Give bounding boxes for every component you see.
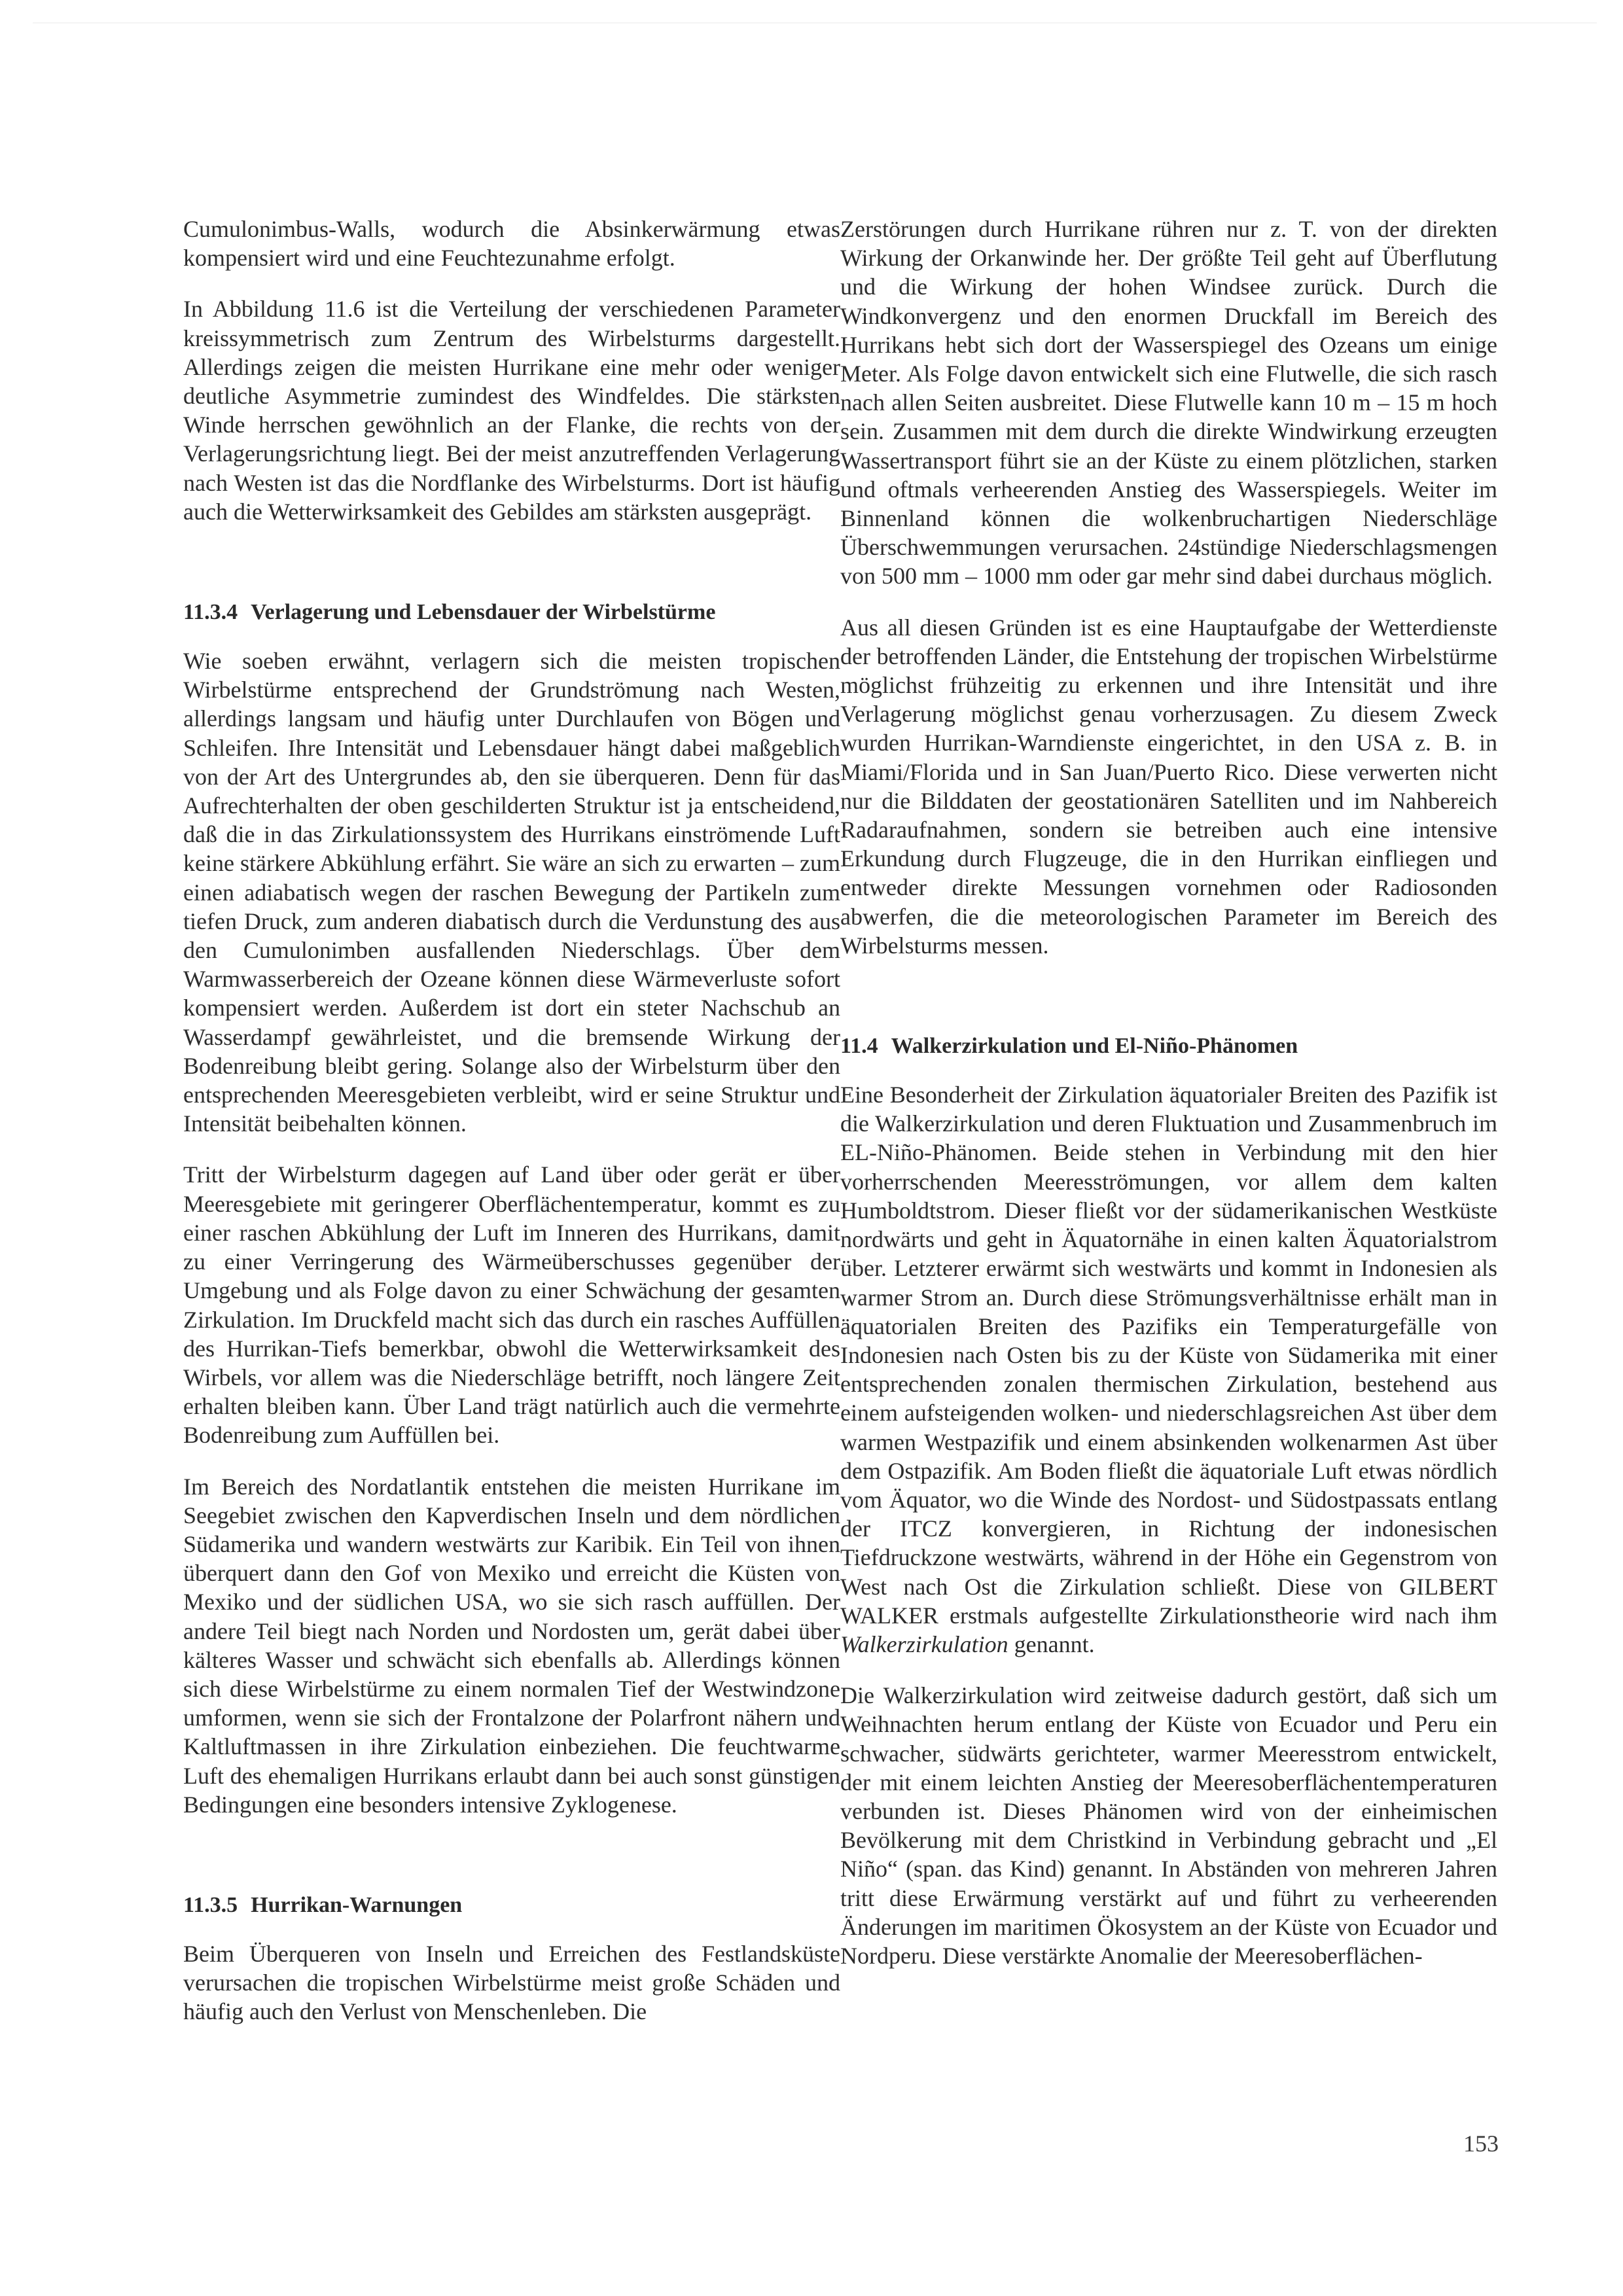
page-number: 153 (1463, 2130, 1499, 2157)
paragraph: Beim Überqueren von Inseln und Erreichen des Festlandsküste verursachen die tropischen Wirbelstürme meist große Schäden und häufig auch den Verlust von Menschenleben. Die (183, 1940, 840, 2025)
paragraph: Die Walkerzirkulation wird zeitweise dadurch gestört, daß sich um Weihnachten herum entlang der Küste von Ecuador und Peru ein schwacher, südwärts gerichteter, warmer Meeresstrom entwickelt, der mit einem leichten Anstieg der Meeresoberflächentemperaturen verbunden ist. Dieses Phänomen wird von der einheimischen Bevölkerung mit dem Christkind in Verbindung gebracht und „El Niño“ (span. das Kind) genannt. In Abständen von mehreren Jahren tritt diese Erwärmung verstärkt auf und führt zu verheerenden Änderungen im maritimen Ökosystem an der Küste von Ecuador und Nordperu. Diese verstärkte Anomalie der Meeresoberflächen- (840, 1682, 1497, 1969)
paragraph: Tritt der Wirbelsturm dagegen auf Land über oder gerät er über Meeresgebiete mit geringerer Oberflächentemperatur, kommt es zu einer raschen Abkühlung der Luft im Inneren des Hurrikans, damit zu einer Verringerung des Wärmeüberschusses gegenüber der Umgebung und als Folge davon zu einer Schwächung der gesamten Zirkulation. Im Druckfeld macht sich das durch ein rasches Auffüllen des Hurrikan-Tiefs bemerkbar, obwohl die Wetterwirksamkeit des Wirbels, vor allem was die Niederschläge betrifft, noch längere Zeit erhalten bleiben kann. Über Land trägt natürlich auch die vermehrte Bodenreibung zum Auffüllen bei. (183, 1161, 840, 1449)
scan-edge (33, 22, 1597, 24)
paragraph: In Abbildung 11.6 ist die Verteilung der verschiedenen Parameter kreissymmetrisch zum Zentrum des Wirbelsturms dargestellt. Allerdings zeigen die meisten Hurrikane eine mehr oder weniger deutliche Asymmetrie zumindest des Windfeldes. Die stärksten Winde herrschen gewöhnlich an der Flanke, die rechts von der Verlagerungsrichtung liegt. Bei der meist anzutreffenden Verlagerung nach Westen ist das die Nordflanke des Wirbelsturms. Dort ist häufig auch die Wetterwirksamkeit des Gebildes am stärksten ausgeprägt. (183, 296, 840, 525)
section-heading-11-4 (840, 1032, 1497, 1061)
paragraph-text: genannt. (1008, 1631, 1095, 1657)
paragraph-text: Eine Besonderheit der Zirkulation äquatorialer Breiten des Pazifik ist die Walkerzirkulation und deren Fluktuation und Zusammenbruch im EL-Niño-Phänomen. Beide stehen in Verbindung mit den hier vorherrschenden Meeresströmungen, vor allem dem kalten Humboldtstrom. Dieser fließt vor der südamerikanischen Westküste nordwärts und geht in Äquatornähe in einen kalten Äquatorialstrom über. Letzterer erwärmt sich westwärts und kommt in Indonesien als warmer Strom an. Durch diese Strömungsverhältnisse erhält man in äquatorialen Breiten des Pazifiks ein Temperaturgefälle von Indonesien nach Osten bis zu der Küste von Südamerika mit einer entsprechenden zonalen thermischen Zirkulation, bestehend aus einem aufsteigenden wolken- und niederschlagsreichen Ast über dem warmen Westpazifik und einem absinkenden wolkenarmen Ast über dem Ostpazifik. Am Boden fließt die äquatoriale Luft etwas nördlich vom Äquator, wo die Winde des Nordost- und Südostpassats entlang der ITCZ konvergieren, in Richtung der indonesischen Tiefdruckzone westwärts, während in der Höhe ein Gegenstrom von West nach Ost die Zirkulation schließt. Diese von GILBERT WALKER erstmals aufgestellte Zirkulationstheorie wird nach ihm (840, 1082, 1497, 1629)
paragraph: Cumulonimbus-Walls, wodurch die Absinkerwärmung etwas kompensiert wird und eine Feuchtezunahme erfolgt. (183, 216, 840, 272)
right-column (840, 215, 1497, 1970)
section-number: 11.3.5 (183, 1892, 238, 1917)
paragraph: Im Bereich des Nordatlantik entstehen die meisten Hurrikane im Seegebiet zwischen den Kapverdischen Inseln und dem nördlichen Südamerika und wandern westwärts zur Karibik. Ein Teil von ihnen überquert dann den Gof von Mexiko und erreicht die Küsten von Mexiko und der südlichen USA, wo sie sich rasch auffüllen. Der andere Teil biegt nach Norden und Nordosten um, gerät dabei über kälteres Wasser und schwächt sich ebenfalls ab. Allerdings können sich diese Wirbelstürme zu einem normalen Tief der Westwindzone umformen, wenn sie sich der Frontalzone der Polarfront nähern und Kaltluftmassen in ihre Zirkulation einbeziehen. Die feuchtwarme Luft des ehemaligen Hurrikans erlaubt dann bei auch sonst günstigen Bedingungen eine besonders intensive Zyklogenese. (183, 1473, 840, 1818)
section-title: Hurrikan-Warnungen (251, 1892, 463, 1917)
left-column (183, 215, 840, 2026)
paragraph: Zerstörungen durch Hurrikane rühren nur z. T. von der direkten Wirkung der Orkanwinde her. Der größte Teil geht auf Überflutung und die Wirkung der hohen Windsee zurück. Durch die Windkonvergenz und den enormen Druckfall im Bereich des Hurrikans hebt sich dort der Wasserspiegel des Ozeans um einige Meter. Als Folge davon entwickelt sich eine Flutwelle, die sich rasch nach allen Seiten ausbreitet. Diese Flutwelle kann 10 m – 15 m hoch sein. Zusammen mit dem durch die direkte Windwirkung erzeugten Wassertransport führt sie an der Küste zu einem plötzlichen, starken und oftmals verheerenden Anstieg des Wasserspiegels. Weiter im Binnenland können die wolkenbruchartigen Niederschläge Überschwemmungen verursachen. 24stündige Niederschlagsmengen von 500 mm – 1000 mm oder gar mehr sind dabei durchaus möglich. (840, 216, 1497, 590)
section-title: Verlagerung und Lebensdauer der Wirbelstürme (251, 600, 716, 625)
paragraph: Wie soeben erwähnt, verlagern sich die meisten tropischen Wirbelstürme entsprechend der Grundströmung nach Westen, allerdings langsam und häufig unter Durchlaufen von Bögen und Schleifen. Ihre Intensität und Lebensdauer hängt dabei maßgeblich von der Art des Untergrundes ab, den sie überqueren. Denn für das Aufrechterhalten der oben geschilderten Struktur ist ja entscheidend, daß die in das Zirkulationssystem des Hurrikans einströmende Luft keine stärkere Abkühlung erfährt. Sie wäre an sich zu erwarten – zum einen adiabatisch wegen der raschen Bewegung der Partikeln zum tiefen Druck, zum anderen diabatisch durch die Verdunstung des aus den Cumulonimben ausfallenden Niederschlags. Über dem Warmwasserbereich der Ozeane können diese Wärmeverluste sofort kompensiert werden. Außerdem ist dort ein steter Nachschub an Wasserdampf gewährleistet, und die bremsende Wirkung der Bodenreibung bleibt gering. Solange also der Wirbelsturm über den entsprechenden Meeresgebieten verbleibt, wird er seine Struktur und Intensität beibehalten können. (183, 648, 840, 1137)
section-heading-11-3-5 (183, 1891, 840, 1920)
section-number: 11.4 (840, 1034, 878, 1059)
section-number: 11.3.4 (183, 600, 238, 625)
paragraph: Aus all diesen Gründen ist es eine Hauptaufgabe der Wetterdienste der betroffenden Länder, die Entstehung der tropischen Wirbelstürme möglichst frühzeitig zu erkennen und ihre Intensität und ihre Verlagerung möglichst genau vorherzusagen. Zu diesem Zweck wurden Hurrikan-Warndienste eingerichtet, in den USA z. B. in Miami/Florida und in San Juan/Puerto Rico. Diese verwerten nicht nur die Bilddaten der geostationären Satelliten und im Nahbereich Radaraufnahmen, sondern sie betreiben auch eine intensive Erkundung durch Flugzeuge, die in den Hurrikan einfliegen und entweder direkte Messungen vornehmen oder Radiosonden abwerfen, die die meteorologischen Parameter im Bereich des Wirbelsturms messen. (840, 614, 1497, 959)
paragraph (840, 1080, 1497, 1659)
section-heading-11-3-4 (183, 598, 840, 627)
emphasized-term: Walkerzirkulation (840, 1631, 1008, 1657)
section-title: Walkerzirkulation und El-Niño-Phänomen (891, 1034, 1298, 1059)
